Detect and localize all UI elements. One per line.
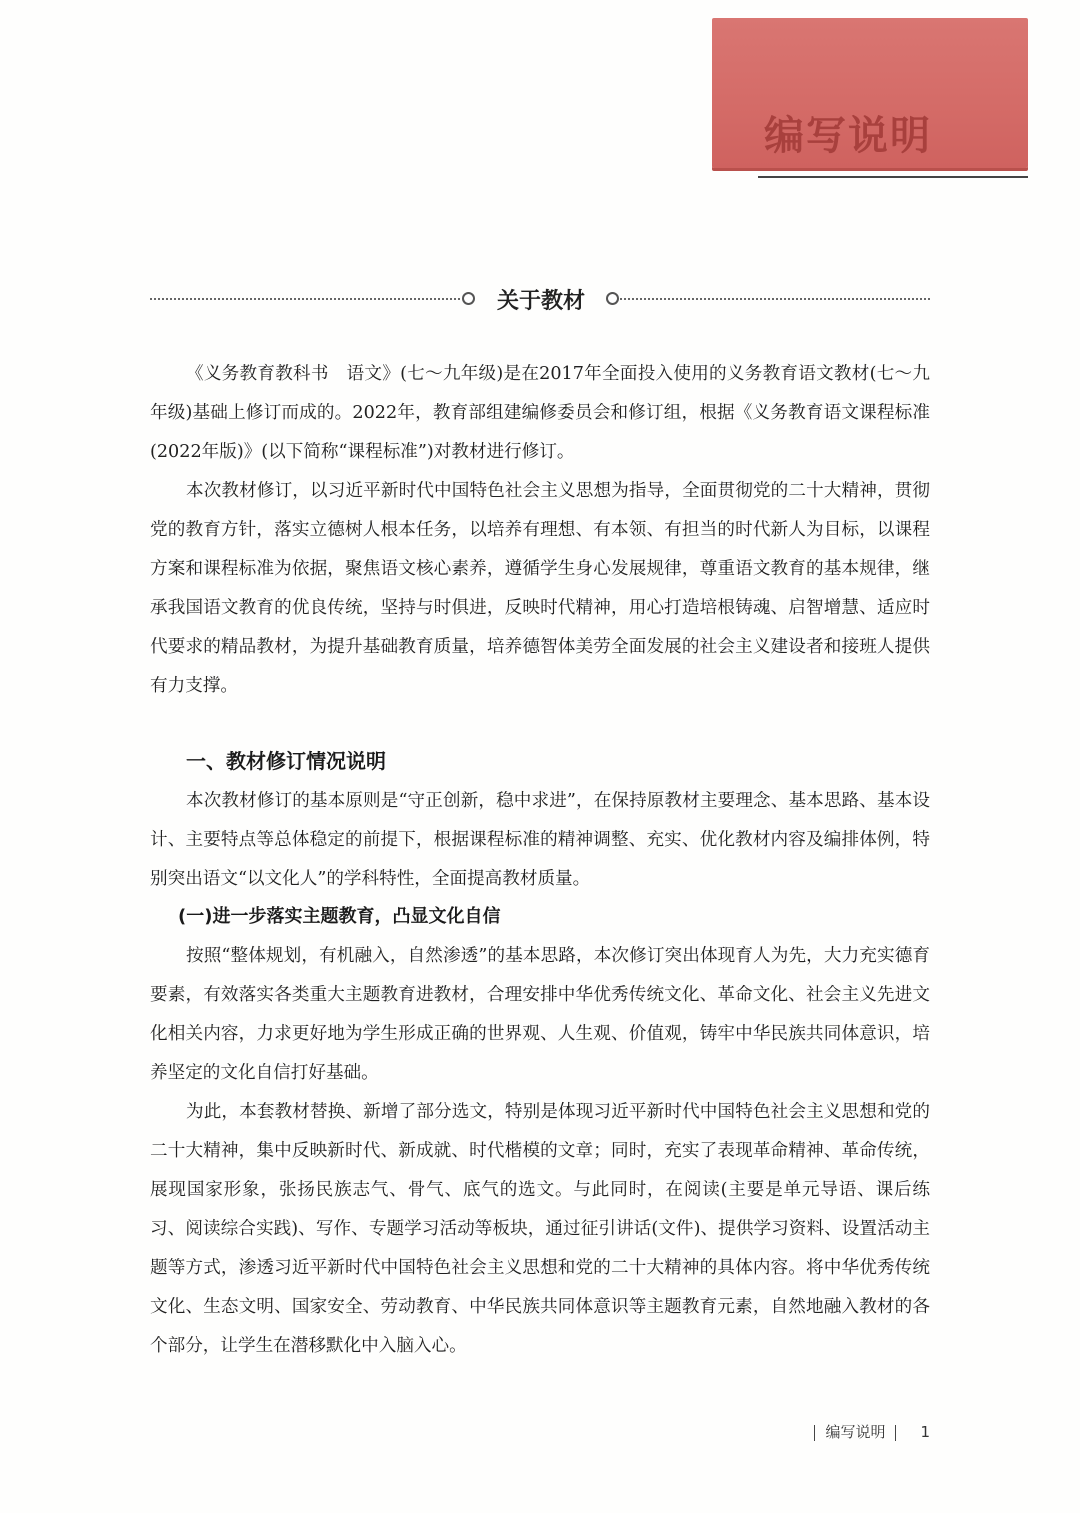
header-banner (712, 18, 1028, 168)
intro-text (150, 355, 930, 706)
sub1-text (150, 937, 930, 1366)
footer-bar-right (895, 1425, 896, 1441)
part1-text (150, 782, 930, 899)
intro-paragraph-2: 本次教材修订，以习近平新时代中国特色社会主义思想为指导，全面贯彻党的二十大精神，贯彻党的教育方针，落实立德树人根本任务，以培养有理想、有本领、有担当的时代新人为目标，以课程方案和课程标准为依据，聚焦语文核心素养，遵循学生身心发展规律，尊重语文教育的基本规律，继承我国语文教育的优良传统，坚持与时俱进，反映时代精神，用心打造培根铸魂、启智增慧、适应时代要求的精品教材，为提升基础教育质量，培养德智体美劳全面发展的社会主义建设者和接班人提供有力支撑。 (150, 481, 930, 696)
sub1-heading: (一)进一步落实主题教育，凸显文化自信 (178, 906, 501, 927)
sub1-paragraph-1: 按照“整体规划，有机融入，自然渗透”的基本思路，本次修订突出体现育人为先，大力充实德育要素，有效落实各类重大主题教育进教材，合理安排中华优秀传统文化、革命文化、社会主义先进文化相关内容，力求更好地为学生形成正确的世界观、人生观、价值观，铸牢中华民族共同体意识，培养坚定的文化自信打好基础。 (150, 946, 930, 1083)
divider-ring-left-icon (462, 292, 475, 305)
section-title: 关于教材 (496, 289, 585, 314)
part1-heading: 一、教材修订情况说明 (186, 749, 386, 773)
page-number: 1 (920, 1423, 930, 1441)
page-footer (804, 1421, 930, 1442)
footer-bar-left (814, 1425, 815, 1441)
header-title: 编写说明 (764, 112, 932, 159)
sub1-paragraph-2: 为此，本套教材替换、新增了部分选文，特别是体现习近平新时代中国特色社会主义思想和党的二十大精神，集中反映新时代、新成就、时代楷模的文章；同时，充实了表现革命精神、革命传统，展现国家形象，张扬民族志气、骨气、底气的选文。与此同时，在阅读(主要是单元导语、课后练习、阅读综合实践)、写作、专题学习活动等板块，通过征引讲话(文件)、提供学习资料、设置活动主题等方式，渗透习近平新时代中国特色社会主义思想和党的二十大精神的具体内容。将中华优秀传统文化、生态文明、国家安全、劳动教育、中华民族共同体意识等主题教育元素，自然地融入教材的各个部分，让学生在潜移默化中入脑入心。 (150, 1102, 930, 1356)
header-underline (758, 176, 1028, 178)
footer-section-name: 编写说明 (825, 1423, 886, 1441)
section-divider (150, 282, 930, 318)
divider-dots-right (620, 298, 930, 300)
divider-dots-left (150, 298, 460, 300)
part1-paragraph: 本次教材修订的基本原则是“守正创新，稳中求进”，在保持原教材主要理念、基本思路、基本设计、主要特点等总体稳定的前提下，根据课程标准的精神调整、充实、优化教材内容及编排体例，特别突出语文“以文化人”的学科特性，全面提高教材质量。 (150, 791, 930, 889)
intro-paragraph-1: 《义务教育教科书 语文》(七～九年级)是在2017年全面投入使用的义务教育语文教材(七～九年级)基础上修订而成的。2022年，教育部组建编修委员会和修订组，根据《义务教育语文课程标准(2022年版)》(以下简称“课程标准”)对教材进行修订。 (150, 364, 930, 462)
divider-ring-right-icon (606, 292, 619, 305)
